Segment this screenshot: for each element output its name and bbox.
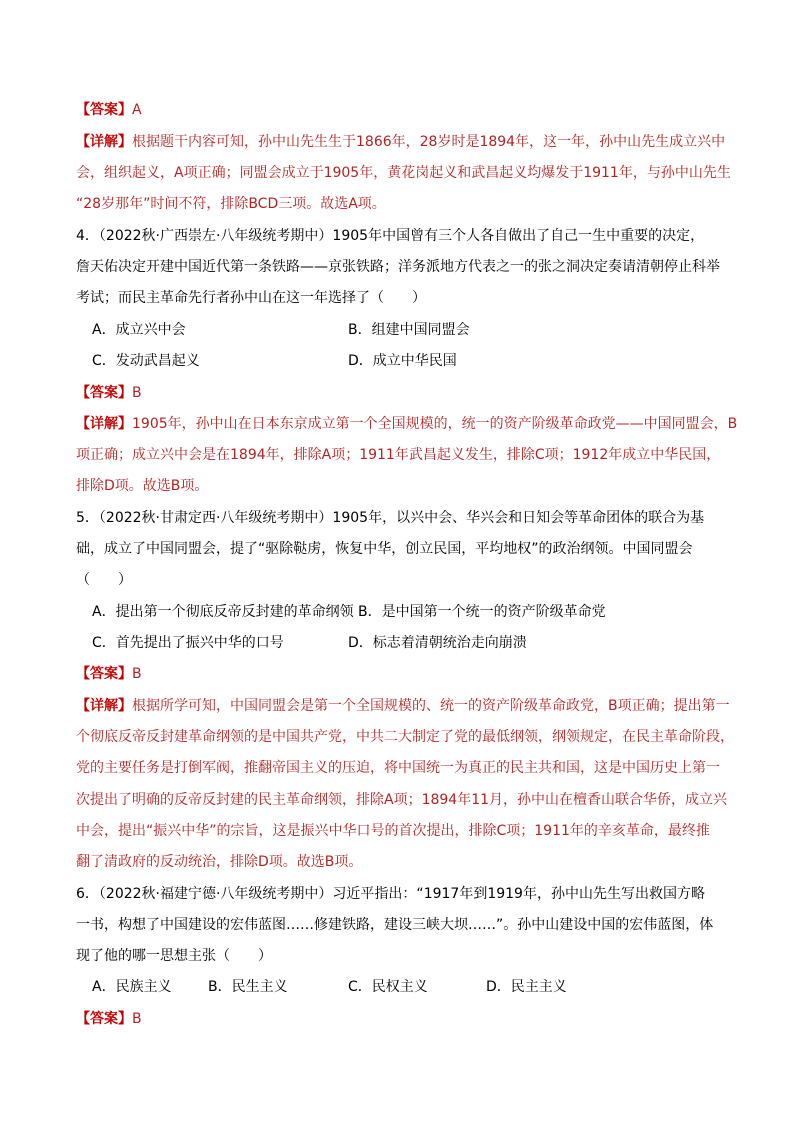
answer-line [76,383,142,403]
option-b: B．民生主义 [208,979,288,995]
detail-line: 【详解】根据所学可知，中国同盟会是第一个全国规模的、统一的资产阶级革命政党，B项正确；提出第一 [76,698,730,714]
question-stem: （ ） [76,572,132,588]
answer-value: A [132,102,142,118]
answer-line [76,1009,142,1029]
answer-value: B [132,1011,142,1027]
answer-tag: 【答案】 [76,666,132,682]
answer-value: B [132,666,142,682]
option-b: B．组建中国同盟会 [348,322,470,338]
detail-line: 会，组织起义，A项正确；同盟会成立于1905年，黄花岗起义和武昌起义均爆发于1911年，与孙中山先生 [76,165,731,181]
option-d: D．成立中华民国 [348,353,457,369]
answer-value: B [132,385,142,401]
detail-line: 项正确；成立兴中会是在1894年，排除A项；1911年武昌起义发生，排除C项；1912年成立中华民国， [76,447,721,463]
detail-line: 中会，提出“振兴中华”的宗旨，这是振兴中华口号的首次提出，排除C项；1911年的辛亥革命，最终推 [76,823,710,839]
detail-tag: 【详解】 [76,134,132,150]
detail-line: 【详解】1905年，孙中山在日本东京成立第一个全国规模的，统一的资产阶级革命政党——中国同盟会，B [76,416,738,432]
option-c: C．首先提出了振兴中华的口号 [92,635,284,651]
answer-line [76,664,142,684]
question-stem: 一书，构想了中国建设的宏伟蓝图……修建铁路，建设三峡大坝……”。孙中山建设中国的宏伟蓝图，体 [76,917,714,933]
option-d: D．标志着清朝统治走向崩溃 [348,635,527,651]
question-stem: 詹天佑决定开建中国近代第一条铁路——京张铁路；洋务派地方代表之一的张之洞决定奏请清朝停止科举 [76,259,720,275]
answer-tag: 【答案】 [76,102,132,118]
detail-tag: 【详解】 [76,698,132,714]
option-a-b: A．提出第一个彻底反帝反封建的革命纲领 B．是中国第一个统一的资产阶级革命党 [92,604,606,620]
question-stem: 础，成立了中国同盟会，提了“驱除鞑虏，恢复中华，创立民国，平均地权”的政治纲领。中国同盟会 [76,541,693,557]
question-stem: 5．（2022秋·甘肃定西·八年级统考期中）1905年，以兴中会、华兴会和日知会等革命团体的联合为基 [76,510,705,526]
detail-line: 【详解】根据题干内容可知，孙中山先生生于1866年，28岁时是1894年，这一年，孙中山先生成立兴中 [76,134,726,150]
detail-line: 翻了清政府的反动统治，排除D项。故选B项。 [76,854,363,870]
option-d: D．民主主义 [486,979,567,995]
answer-line [76,100,142,120]
option-a: A．成立兴中会 [92,322,186,338]
option-c: C．民权主义 [348,979,428,995]
detail-tag: 【详解】 [76,416,132,432]
detail-line: 个彻底反帝反封建革命纲领的是中国共产党，中共二大制定了党的最低纲领，纲领规定，在民主革命阶段， [76,729,734,745]
detail-line: 次提出了明确的反帝反封建的民主革命纲领，排除A项；1894年11月，孙中山在檀香山联合华侨，成立兴 [76,792,728,808]
detail-line: “28岁那年”时间不符，排除BCD三项。故选A项。 [76,196,386,212]
option-c: C．发动武昌起义 [92,353,200,369]
question-stem: 6．（2022秋·福建宁德·八年级统考期中）习近平指出：“1917年到1919年，孙中山先生写出救国方略 [76,886,705,902]
detail-line: 党的主要任务是打倒军阀，推翻帝国主义的压迫，将中国统一为真正的民主共和国，这是中国历史上第一 [76,760,720,776]
question-stem: 考试；而民主革命先行者孙中山在这一年选择了（ ） [76,290,426,306]
option-a: A．民族主义 [92,979,172,995]
answer-tag: 【答案】 [76,1011,132,1027]
question-stem: 4．（2022秋·广西崇左·八年级统考期中）1905年中国曾有三个人各自做出了自己一生中重要的决定， [76,228,705,244]
detail-line: 排除D项。故选B项。 [76,478,209,494]
answer-tag: 【答案】 [76,385,132,401]
question-stem: 现了他的哪一思想主张（ ） [76,948,272,964]
